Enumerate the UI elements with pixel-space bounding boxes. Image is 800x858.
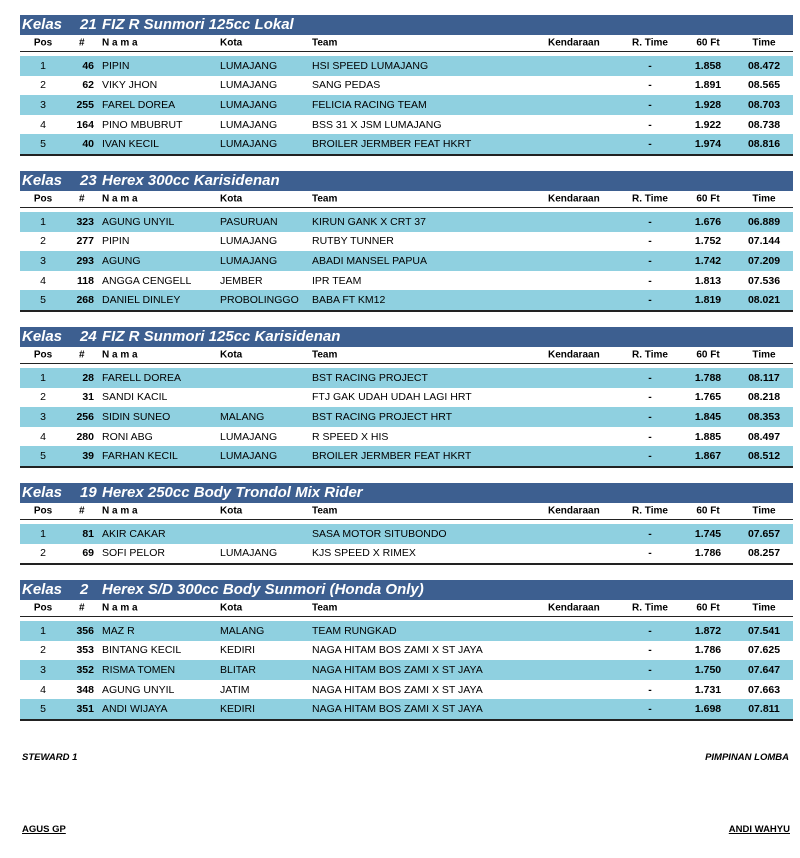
cell-rtime: -: [648, 59, 652, 72]
cell-rtime: -: [648, 118, 652, 131]
class-title-bar: [20, 327, 793, 347]
cell-team: FELICIA RACING TEAM: [312, 98, 427, 111]
cell-no: 348: [76, 683, 94, 696]
column-header-kendaraan: Kendaraan: [548, 193, 600, 205]
class-section: [20, 327, 793, 468]
cell-pos: 2: [40, 547, 46, 560]
results-table-body: [20, 621, 793, 721]
cell-pos: 2: [40, 235, 46, 248]
cell-rtime: -: [648, 664, 652, 677]
cell-ft60: 1.858: [694, 59, 722, 72]
column-header-pos: Pos: [33, 602, 53, 614]
column-header-pos: Pos: [33, 349, 53, 361]
cell-time: 07.663: [747, 683, 781, 696]
cell-kota: JEMBER: [220, 274, 263, 287]
cell-no: 255: [76, 98, 94, 111]
cell-team: NAGA HITAM BOS ZAMI X ST JAYA: [312, 683, 483, 696]
cell-team: BROILER JERMBER FEAT HKRT: [312, 138, 472, 151]
column-header-nama: N a m a: [102, 193, 138, 205]
cell-rtime: -: [648, 254, 652, 267]
cell-ft60: 1.891: [694, 79, 722, 92]
cell-rtime: -: [648, 215, 652, 228]
cell-time: 08.117: [748, 371, 780, 384]
result-row: [20, 290, 793, 310]
cell-ft60: 1.872: [694, 624, 722, 637]
cell-ft60: 1.752: [694, 235, 722, 248]
cell-time: 07.647: [747, 664, 781, 677]
column-header-team: Team: [312, 349, 338, 361]
cell-pos: 4: [40, 683, 46, 696]
cell-pos: 3: [40, 254, 46, 267]
column-header-time: Time: [752, 349, 776, 361]
kelas-name: Herex 300cc Karisidenan: [102, 171, 280, 189]
cell-rtime: -: [648, 430, 652, 443]
cell-team: NAGA HITAM BOS ZAMI X ST JAYA: [312, 703, 483, 716]
result-row: [20, 251, 793, 271]
cell-no: 69: [82, 547, 94, 560]
cell-pos: 5: [40, 450, 46, 463]
cell-ft60: 1.845: [694, 410, 722, 423]
result-row: [20, 56, 793, 76]
cell-time: 08.512: [747, 450, 781, 463]
cell-rtime: -: [648, 644, 652, 657]
cell-nama: SIDIN SUNEO: [102, 410, 171, 423]
cell-time: 08.738: [747, 118, 781, 131]
class-section: [20, 15, 793, 156]
cell-team: SASA MOTOR SITUBONDO: [312, 527, 447, 540]
cell-nama: MAZ R: [102, 624, 135, 637]
cell-rtime: -: [648, 391, 652, 404]
column-header-rtime: R. Time: [632, 37, 668, 49]
cell-kota: LUMAJANG: [220, 79, 278, 92]
results-table-body: [20, 524, 793, 565]
cell-rtime: -: [648, 410, 652, 423]
cell-pos: 1: [40, 624, 46, 637]
steward-label: STEWARD 1: [22, 752, 78, 763]
cell-time: 08.257: [747, 547, 781, 560]
kelas-name: FIZ R Sunmori 125cc Lokal: [102, 16, 294, 33]
cell-kota: LUMAJANG: [220, 59, 278, 72]
column-header-row: [20, 347, 793, 364]
cell-time: 06.889: [747, 215, 781, 228]
cell-team: KJS SPEED X RIMEX: [312, 547, 416, 560]
cell-no: 31: [82, 391, 94, 404]
cell-nama: SOFI PELOR: [102, 547, 166, 560]
cell-time: 07.625: [747, 644, 781, 657]
cell-team: NAGA HITAM BOS ZAMI X ST JAYA: [312, 644, 483, 657]
column-header-kota: Kota: [220, 602, 243, 614]
cell-pos: 4: [40, 274, 46, 287]
cell-team: RUTBY TUNNER: [312, 235, 394, 248]
result-row: [20, 621, 793, 641]
column-header-time: Time: [752, 505, 776, 517]
column-header-kota: Kota: [220, 349, 243, 361]
cell-pos: 5: [40, 294, 46, 307]
cell-nama: ANDI WIJAYA: [102, 703, 168, 716]
result-row: [20, 680, 793, 700]
cell-kota: LUMAJANG: [220, 118, 278, 131]
cell-no: 268: [76, 294, 94, 307]
result-row: [20, 388, 793, 408]
cell-kota: LUMAJANG: [220, 98, 278, 111]
cell-rtime: -: [648, 683, 652, 696]
cell-ft60: 1.928: [694, 98, 722, 111]
cell-team: BST RACING PROJECT HRT: [312, 410, 453, 423]
cell-ft60: 1.786: [694, 644, 722, 657]
kelas-number: 2: [80, 581, 89, 599]
column-header-pos: Pos: [33, 37, 53, 49]
cell-ft60: 1.698: [694, 703, 722, 716]
cell-kota: LUMAJANG: [220, 235, 278, 248]
cell-team: FTJ GAK UDAH UDAH LAGI HRT: [312, 391, 472, 404]
column-header-no: #: [79, 37, 85, 49]
cell-pos: 2: [40, 391, 46, 404]
cell-kota: LUMAJANG: [220, 254, 278, 267]
result-row: [20, 134, 793, 154]
column-header-time: Time: [752, 37, 776, 49]
cell-nama: AGUNG UNYIL: [102, 215, 175, 228]
kelas-name: FIZ R Sunmori 125cc Karisidenan: [102, 327, 341, 345]
cell-no: 277: [76, 235, 94, 248]
column-header-pos: Pos: [33, 505, 53, 517]
column-header-nama: N a m a: [102, 505, 138, 517]
cell-ft60: 1.813: [694, 274, 722, 287]
kelas-number: 21: [80, 16, 97, 33]
cell-nama: FARHAN KECIL: [102, 450, 178, 463]
cell-kota: LUMAJANG: [220, 138, 278, 151]
cell-nama: AKIR CAKAR: [102, 527, 166, 540]
result-row: [20, 368, 793, 388]
cell-no: 81: [82, 527, 94, 540]
column-header-nama: N a m a: [102, 37, 138, 49]
cell-nama: FARELL DOREA: [102, 371, 181, 384]
cell-kota: KEDIRI: [220, 644, 256, 657]
cell-team: KIRUN GANK X CRT 37: [312, 215, 426, 228]
cell-team: SANG PEDAS: [312, 79, 381, 92]
column-header-kendaraan: Kendaraan: [548, 37, 600, 49]
class-title-bar: [20, 171, 793, 191]
cell-rtime: -: [648, 527, 652, 540]
pimpinan-signature-name: ANDI WAHYU: [728, 824, 790, 835]
cell-rtime: -: [648, 235, 652, 248]
result-row: [20, 427, 793, 447]
cell-no: 356: [76, 624, 94, 637]
result-row: [20, 232, 793, 252]
column-header-time: Time: [752, 602, 776, 614]
cell-pos: 1: [40, 527, 46, 540]
column-header-nama: N a m a: [102, 349, 138, 361]
cell-no: 256: [76, 410, 94, 423]
cell-time: 08.021: [747, 294, 781, 307]
cell-nama: BINTANG KECIL: [102, 644, 182, 657]
cell-time: 08.565: [747, 79, 781, 92]
result-row: [20, 95, 793, 115]
cell-pos: 1: [40, 215, 46, 228]
column-header-row: [20, 35, 793, 52]
cell-no: 293: [76, 254, 94, 267]
cell-nama: DANIEL DINLEY: [102, 294, 181, 307]
column-header-no: #: [79, 505, 85, 517]
cell-nama: RISMA TOMEN: [102, 664, 176, 677]
cell-time: 07.811: [748, 703, 780, 716]
class-title-bar: [20, 483, 793, 503]
cell-time: 08.218: [747, 391, 781, 404]
cell-ft60: 1.742: [694, 254, 722, 267]
cell-team: IPR TEAM: [312, 274, 362, 287]
results-table-body: [20, 368, 793, 468]
column-header-ft60: 60 Ft: [696, 505, 720, 517]
column-header-ft60: 60 Ft: [696, 193, 720, 205]
cell-pos: 3: [40, 98, 46, 111]
cell-time: 07.144: [747, 235, 781, 248]
cell-kota: PROBOLINGGO: [220, 294, 299, 307]
cell-time: 07.209: [747, 254, 781, 267]
class-section: [20, 580, 793, 721]
cell-kota: LUMAJANG: [220, 547, 278, 560]
kelas-label: Kelas: [22, 16, 63, 33]
class-title-bar: [20, 15, 793, 35]
column-header-team: Team: [312, 193, 338, 205]
kelas-number: 19: [80, 483, 97, 501]
kelas-label: Kelas: [22, 483, 63, 501]
cell-nama: PIPIN: [102, 235, 130, 248]
cell-pos: 5: [40, 138, 46, 151]
kelas-name: Herex S/D 300cc Body Sunmori (Honda Only): [102, 581, 424, 599]
cell-team: BROILER JERMBER FEAT HKRT: [312, 450, 472, 463]
cell-kota: JATIM: [220, 683, 250, 696]
cell-no: 40: [82, 138, 94, 151]
column-header-team: Team: [312, 602, 338, 614]
cell-nama: RONI ABG: [102, 430, 153, 443]
column-header-row: [20, 503, 793, 520]
result-row: [20, 407, 793, 427]
cell-ft60: 1.819: [694, 294, 722, 307]
result-row: [20, 76, 793, 96]
cell-nama: VIKY JHON: [102, 79, 158, 92]
cell-no: 352: [76, 664, 94, 677]
cell-no: 46: [82, 59, 94, 72]
cell-no: 323: [76, 215, 94, 228]
result-row: [20, 641, 793, 661]
cell-time: 07.536: [747, 274, 781, 287]
result-row: [20, 524, 793, 544]
cell-nama: ANGGA CENGELL: [102, 274, 192, 287]
cell-nama: PINO MBUBRUT: [102, 118, 183, 131]
column-header-kota: Kota: [220, 37, 243, 49]
cell-pos: 4: [40, 118, 46, 131]
cell-nama: AGUNG: [102, 254, 141, 267]
column-header-ft60: 60 Ft: [696, 349, 720, 361]
cell-kota: LUMAJANG: [220, 450, 278, 463]
cell-ft60: 1.786: [694, 547, 722, 560]
column-header-no: #: [79, 602, 85, 614]
column-header-time: Time: [752, 193, 776, 205]
cell-time: 08.472: [747, 59, 781, 72]
cell-ft60: 1.750: [694, 664, 722, 677]
cell-rtime: -: [648, 138, 652, 151]
cell-team: R SPEED X HIS: [312, 430, 389, 443]
column-header-no: #: [79, 349, 85, 361]
cell-kota: MALANG: [220, 624, 265, 637]
cell-time: 08.497: [747, 430, 781, 443]
cell-rtime: -: [648, 79, 652, 92]
cell-ft60: 1.765: [694, 391, 722, 404]
cell-pos: 4: [40, 430, 46, 443]
cell-ft60: 1.885: [694, 430, 722, 443]
column-header-rtime: R. Time: [632, 349, 668, 361]
cell-rtime: -: [648, 294, 652, 307]
cell-no: 28: [82, 371, 94, 384]
cell-time: 08.816: [747, 138, 781, 151]
cell-nama: IVAN KECIL: [102, 138, 159, 151]
cell-nama: FAREL DOREA: [102, 98, 176, 111]
class-section: [20, 171, 793, 312]
result-row: [20, 544, 793, 564]
cell-kota: MALANG: [220, 410, 265, 423]
column-header-pos: Pos: [33, 193, 53, 205]
cell-pos: 3: [40, 410, 46, 423]
result-row: [20, 271, 793, 291]
column-header-kendaraan: Kendaraan: [548, 505, 600, 517]
cell-pos: 3: [40, 664, 46, 677]
cell-ft60: 1.788: [694, 371, 722, 384]
cell-team: HSI SPEED LUMAJANG: [312, 59, 429, 72]
result-row: [20, 699, 793, 719]
class-section: [20, 483, 793, 565]
kelas-label: Kelas: [22, 327, 63, 345]
cell-kota: LUMAJANG: [220, 430, 278, 443]
cell-kota: BLITAR: [220, 664, 256, 677]
column-header-team: Team: [312, 37, 338, 49]
result-row: [20, 115, 793, 135]
cell-ft60: 1.867: [694, 450, 722, 463]
cell-time: 08.353: [747, 410, 781, 423]
cell-pos: 5: [40, 703, 46, 716]
cell-pos: 1: [40, 59, 46, 72]
cell-time: 07.541: [747, 624, 781, 637]
cell-no: 62: [82, 79, 94, 92]
steward-signature-name: AGUS GP: [22, 824, 66, 835]
column-header-kendaraan: Kendaraan: [548, 602, 600, 614]
column-header-rtime: R. Time: [632, 602, 668, 614]
cell-no: 280: [76, 430, 94, 443]
cell-no: 353: [76, 644, 94, 657]
cell-team: TEAM RUNGKAD: [312, 624, 397, 637]
cell-ft60: 1.731: [694, 683, 722, 696]
cell-no: 351: [76, 703, 94, 716]
cell-team: NAGA HITAM BOS ZAMI X ST JAYA: [312, 664, 483, 677]
results-table-body: [20, 212, 793, 312]
cell-rtime: -: [648, 624, 652, 637]
column-header-row: [20, 191, 793, 208]
cell-team: BST RACING PROJECT: [312, 371, 428, 384]
column-header-ft60: 60 Ft: [696, 602, 720, 614]
cell-team: ABADI MANSEL PAPUA: [312, 254, 427, 267]
cell-team: BABA FT KM12: [312, 294, 386, 307]
cell-rtime: -: [648, 98, 652, 111]
column-header-kota: Kota: [220, 505, 243, 517]
cell-team: BSS 31 X JSM LUMAJANG: [312, 118, 442, 131]
cell-nama: SANDI KACIL: [102, 391, 168, 404]
cell-no: 164: [76, 118, 94, 131]
cell-pos: 2: [40, 79, 46, 92]
column-header-row: [20, 600, 793, 617]
cell-pos: 2: [40, 644, 46, 657]
column-header-no: #: [79, 193, 85, 205]
cell-no: 118: [77, 274, 94, 287]
column-header-ft60: 60 Ft: [696, 37, 720, 49]
column-header-team: Team: [312, 505, 338, 517]
column-header-kendaraan: Kendaraan: [548, 349, 600, 361]
pimpinan-label: PIMPINAN LOMBA: [705, 752, 789, 763]
cell-kota: KEDIRI: [220, 703, 256, 716]
cell-time: 07.657: [747, 527, 781, 540]
cell-rtime: -: [648, 703, 652, 716]
cell-nama: PIPIN: [102, 59, 130, 72]
cell-ft60: 1.676: [694, 215, 722, 228]
results-document: [20, 15, 793, 736]
column-header-rtime: R. Time: [632, 193, 668, 205]
cell-rtime: -: [648, 274, 652, 287]
cell-rtime: -: [648, 450, 652, 463]
cell-no: 39: [82, 450, 94, 463]
kelas-label: Kelas: [22, 581, 63, 599]
cell-time: 08.703: [747, 98, 781, 111]
cell-ft60: 1.745: [694, 527, 722, 540]
kelas-name: Herex 250cc Body Trondol Mix Rider: [102, 483, 363, 501]
cell-ft60: 1.922: [694, 118, 722, 131]
kelas-number: 24: [80, 327, 97, 345]
cell-pos: 1: [40, 371, 46, 384]
cell-rtime: -: [648, 371, 652, 384]
class-title-bar: [20, 580, 793, 600]
results-table-body: [20, 56, 793, 156]
result-row: [20, 446, 793, 466]
kelas-label: Kelas: [22, 171, 63, 189]
cell-ft60: 1.974: [694, 138, 722, 151]
cell-nama: AGUNG UNYIL: [102, 683, 175, 696]
result-row: [20, 212, 793, 232]
kelas-number: 23: [80, 171, 97, 189]
column-header-kota: Kota: [220, 193, 243, 205]
column-header-nama: N a m a: [102, 602, 138, 614]
result-row: [20, 660, 793, 680]
column-header-rtime: R. Time: [632, 505, 668, 517]
cell-rtime: -: [648, 547, 652, 560]
cell-kota: PASURUAN: [220, 215, 278, 228]
